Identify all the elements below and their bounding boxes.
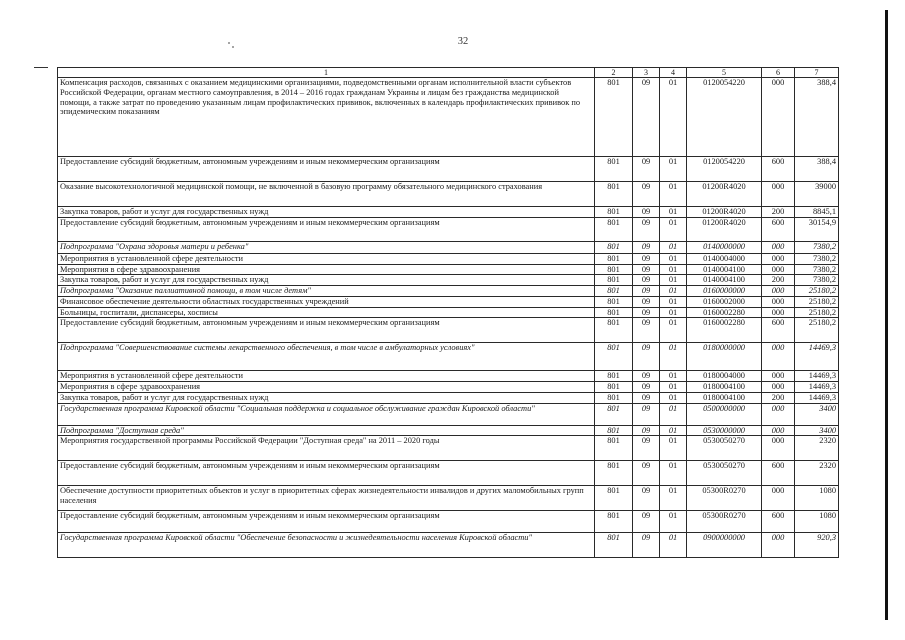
- line-item-name: Предоставление субсидий бюджетным, автономным учреждениям и иным некоммерческим организациям: [58, 157, 595, 182]
- expense-type-code: 600: [762, 318, 795, 343]
- section-code: 09: [633, 207, 660, 218]
- subsection-code: 01: [660, 425, 687, 436]
- table-row: [58, 182, 839, 207]
- expense-type-code: 000: [762, 403, 795, 425]
- target-article-code: 0180004100: [687, 392, 762, 403]
- line-item-name: Предоставление субсидий бюджетным, автономным учреждениям и иным некоммерческим организациям: [58, 461, 595, 486]
- ministry-code: 801: [595, 486, 633, 511]
- subsection-code: 01: [660, 307, 687, 318]
- ministry-code: 801: [595, 275, 633, 286]
- target-article-code: 01200R4020: [687, 182, 762, 207]
- ministry-code: 801: [595, 318, 633, 343]
- table-row: [58, 511, 839, 533]
- section-code: 09: [633, 403, 660, 425]
- table-row: [58, 207, 839, 218]
- expense-type-code: 200: [762, 275, 795, 286]
- section-code: 09: [633, 253, 660, 264]
- section-code: 09: [633, 157, 660, 182]
- amount-value: 2320: [795, 461, 839, 486]
- expense-type-code: 600: [762, 157, 795, 182]
- target-article-code: 0120054220: [687, 157, 762, 182]
- column-header: 3: [633, 68, 660, 78]
- section-code: 09: [633, 392, 660, 403]
- table-body: [58, 78, 839, 558]
- expense-type-code: 000: [762, 343, 795, 371]
- section-code: 09: [633, 264, 660, 275]
- amount-value: 1080: [795, 486, 839, 511]
- subsection-code: 01: [660, 486, 687, 511]
- section-code: 09: [633, 296, 660, 307]
- subsection-code: 01: [660, 296, 687, 307]
- expense-type-code: 600: [762, 217, 795, 241]
- ministry-code: 801: [595, 264, 633, 275]
- subsection-code: 01: [660, 182, 687, 207]
- column-number-row: [58, 68, 839, 78]
- subsection-code: 01: [660, 275, 687, 286]
- subsection-code: 01: [660, 207, 687, 218]
- target-article-code: 05300R0270: [687, 511, 762, 533]
- ministry-code: 801: [595, 461, 633, 486]
- subsection-code: 01: [660, 343, 687, 371]
- amount-value: 3400: [795, 403, 839, 425]
- subsection-code: 01: [660, 78, 687, 157]
- line-item-name: Предоставление субсидий бюджетным, автономным учреждениям и иным некоммерческим организациям: [58, 217, 595, 241]
- ministry-code: 801: [595, 533, 633, 558]
- section-code: 09: [633, 307, 660, 318]
- expense-type-code: 000: [762, 296, 795, 307]
- ministry-code: 801: [595, 296, 633, 307]
- amount-value: 14469,3: [795, 343, 839, 371]
- amount-value: 1080: [795, 511, 839, 533]
- line-item-name: Подпрограмма "Оказание паллиативной помощи, в том числе детям": [58, 286, 595, 297]
- section-code: 09: [633, 371, 660, 382]
- table-row: [58, 318, 839, 343]
- target-article-code: 0140000000: [687, 241, 762, 253]
- ministry-code: 801: [595, 182, 633, 207]
- section-code: 09: [633, 511, 660, 533]
- table-row: [58, 275, 839, 286]
- table-row: [58, 253, 839, 264]
- amount-value: 2320: [795, 436, 839, 461]
- section-code: 09: [633, 461, 660, 486]
- ministry-code: 801: [595, 511, 633, 533]
- expense-type-code: 000: [762, 286, 795, 297]
- expense-type-code: 600: [762, 511, 795, 533]
- line-item-name: Предоставление субсидий бюджетным, автономным учреждениям и иным некоммерческим организациям: [58, 511, 595, 533]
- expense-type-code: 600: [762, 461, 795, 486]
- subsection-code: 01: [660, 241, 687, 253]
- page-number: 32: [457, 36, 469, 47]
- expense-type-code: 200: [762, 207, 795, 218]
- expense-type-code: 000: [762, 182, 795, 207]
- line-item-name: Финансовое обеспечение деятельности областных государственных учреждений: [58, 296, 595, 307]
- amount-value: 25180,2: [795, 318, 839, 343]
- line-item-name: Подпрограмма "Охрана здоровья матери и ребенка": [58, 241, 595, 253]
- ministry-code: 801: [595, 371, 633, 382]
- table-row: [58, 425, 839, 436]
- line-item-name: Мероприятия в установленной сфере деятельности: [58, 253, 595, 264]
- amount-value: 7380,2: [795, 264, 839, 275]
- ministry-code: 801: [595, 207, 633, 218]
- table-row: [58, 371, 839, 382]
- subsection-code: 01: [660, 286, 687, 297]
- subsection-code: 01: [660, 436, 687, 461]
- table-row: [58, 286, 839, 297]
- subsection-code: 01: [660, 533, 687, 558]
- column-header: 1: [58, 68, 595, 78]
- amount-value: 14469,3: [795, 382, 839, 393]
- line-item-name: Закупка товаров, работ и услуг для государственных нужд: [58, 207, 595, 218]
- amount-value: 30154,9: [795, 217, 839, 241]
- amount-value: 14469,3: [795, 392, 839, 403]
- target-article-code: 01200R4020: [687, 207, 762, 218]
- target-article-code: 0530000000: [687, 425, 762, 436]
- amount-value: 14469,3: [795, 371, 839, 382]
- target-article-code: 0500000000: [687, 403, 762, 425]
- line-item-name: Мероприятия в сфере здравоохранения: [58, 382, 595, 393]
- subsection-code: 01: [660, 264, 687, 275]
- line-item-name: Закупка товаров, работ и услуг для государственных нужд: [58, 275, 595, 286]
- line-item-name: Закупка товаров, работ и услуг для государственных нужд: [58, 392, 595, 403]
- table-row: [58, 392, 839, 403]
- subsection-code: 01: [660, 461, 687, 486]
- target-article-code: 0180000000: [687, 343, 762, 371]
- table-row: [58, 78, 839, 157]
- line-item-name: Мероприятия государственной программы Российской Федерации "Доступная среда" на 2011 – 2020 годы: [58, 436, 595, 461]
- target-article-code: 0160000000: [687, 286, 762, 297]
- section-code: 09: [633, 318, 660, 343]
- amount-value: 39000: [795, 182, 839, 207]
- table-row: [58, 382, 839, 393]
- ministry-code: 801: [595, 78, 633, 157]
- subsection-code: 01: [660, 382, 687, 393]
- subsection-code: 01: [660, 253, 687, 264]
- column-header: 7: [795, 68, 839, 78]
- ministry-code: 801: [595, 425, 633, 436]
- amount-value: 920,3: [795, 533, 839, 558]
- expense-type-code: 000: [762, 371, 795, 382]
- ministry-code: 801: [595, 392, 633, 403]
- table-row: [58, 486, 839, 511]
- target-article-code: 0530050270: [687, 436, 762, 461]
- subsection-code: 01: [660, 157, 687, 182]
- line-item-name: Оказание высокотехнологичной медицинской помощи, не включенной в базовую программу обязательного медицинского страхования: [58, 182, 595, 207]
- line-item-name: Обеспечение доступности приоритетных объектов и услуг в приоритетных сферах жизнедеятельности инвалидов и других маломобильных групп населения: [58, 486, 595, 511]
- amount-value: 3400: [795, 425, 839, 436]
- ministry-code: 801: [595, 382, 633, 393]
- line-item-name: Предоставление субсидий бюджетным, автономным учреждениям и иным некоммерческим организациям: [58, 318, 595, 343]
- ministry-code: 801: [595, 241, 633, 253]
- amount-value: 8845,1: [795, 207, 839, 218]
- expense-type-code: 000: [762, 78, 795, 157]
- expense-type-code: 000: [762, 436, 795, 461]
- ministry-code: 801: [595, 286, 633, 297]
- ministry-code: 801: [595, 157, 633, 182]
- expense-type-code: 200: [762, 392, 795, 403]
- target-article-code: 01200R4020: [687, 217, 762, 241]
- section-code: 09: [633, 343, 660, 371]
- amount-value: 388,4: [795, 157, 839, 182]
- table-row: [58, 533, 839, 558]
- expense-type-code: 000: [762, 307, 795, 318]
- amount-value: 25180,2: [795, 307, 839, 318]
- subsection-code: 01: [660, 318, 687, 343]
- scan-speck: [232, 46, 234, 48]
- table-row: [58, 461, 839, 486]
- section-code: 09: [633, 78, 660, 157]
- amount-value: 25180,2: [795, 296, 839, 307]
- section-code: 09: [633, 182, 660, 207]
- section-code: 09: [633, 217, 660, 241]
- expense-type-code: 000: [762, 253, 795, 264]
- target-article-code: 0160002280: [687, 318, 762, 343]
- target-article-code: 0140004100: [687, 275, 762, 286]
- section-code: 09: [633, 241, 660, 253]
- amount-value: 7380,2: [795, 241, 839, 253]
- table-row: [58, 296, 839, 307]
- subsection-code: 01: [660, 511, 687, 533]
- column-header: 6: [762, 68, 795, 78]
- line-item-name: Государственная программа Кировской области "Социальная поддержка и социальное обслуживание граждан Кировской области": [58, 403, 595, 425]
- budget-table: [57, 67, 839, 558]
- amount-value: 25180,2: [795, 286, 839, 297]
- target-article-code: 0160002280: [687, 307, 762, 318]
- scan-speck: [228, 42, 230, 44]
- subsection-code: 01: [660, 217, 687, 241]
- table-row: [58, 436, 839, 461]
- subsection-code: 01: [660, 371, 687, 382]
- ministry-code: 801: [595, 307, 633, 318]
- expense-type-code: 000: [762, 264, 795, 275]
- table-row: [58, 343, 839, 371]
- expense-type-code: 000: [762, 533, 795, 558]
- target-article-code: 0530050270: [687, 461, 762, 486]
- section-code: 09: [633, 286, 660, 297]
- target-article-code: 0140004000: [687, 253, 762, 264]
- expense-type-code: 000: [762, 486, 795, 511]
- ministry-code: 801: [595, 253, 633, 264]
- page-edge-line: [885, 10, 888, 620]
- line-item-name: Компенсация расходов, связанных с оказанием медицинскими организациями, подведомственными органам исполнительной власти субъектов Российской Федерации, органам местного самоуправления, в 2014 – 2016 годах гражданам Украины и лицам без гражданства медицинской помощи, а также затрат по проведению указанным лицам профилактических прививок, включенных в календарь профилактических прививок по эпидемическим показаниям: [58, 78, 595, 157]
- section-code: 09: [633, 382, 660, 393]
- line-item-name: Подпрограмма "Совершенствование системы лекарственного обеспечения, в том числе в амбулаторных условиях": [58, 343, 595, 371]
- target-article-code: 0140004100: [687, 264, 762, 275]
- table-row: [58, 264, 839, 275]
- line-item-name: Больницы, госпитали, диспансеры, хосписы: [58, 307, 595, 318]
- section-code: 09: [633, 533, 660, 558]
- target-article-code: 0180004100: [687, 382, 762, 393]
- table-row: [58, 403, 839, 425]
- table-row: [58, 157, 839, 182]
- section-code: 09: [633, 486, 660, 511]
- target-article-code: 0160002000: [687, 296, 762, 307]
- table-row: [58, 241, 839, 253]
- amount-value: 388,4: [795, 78, 839, 157]
- ministry-code: 801: [595, 403, 633, 425]
- margin-mark: [34, 67, 48, 68]
- ministry-code: 801: [595, 436, 633, 461]
- line-item-name: Мероприятия в установленной сфере деятельности: [58, 371, 595, 382]
- subsection-code: 01: [660, 392, 687, 403]
- section-code: 09: [633, 436, 660, 461]
- column-header: 5: [687, 68, 762, 78]
- table-row: [58, 307, 839, 318]
- section-code: 09: [633, 275, 660, 286]
- line-item-name: Мероприятия в сфере здравоохранения: [58, 264, 595, 275]
- column-header: 4: [660, 68, 687, 78]
- amount-value: 7380,2: [795, 275, 839, 286]
- column-header: 2: [595, 68, 633, 78]
- target-article-code: 05300R0270: [687, 486, 762, 511]
- line-item-name: Подпрограмма "Доступная среда": [58, 425, 595, 436]
- expense-type-code: 000: [762, 382, 795, 393]
- expense-type-code: 000: [762, 241, 795, 253]
- expense-type-code: 000: [762, 425, 795, 436]
- target-article-code: 0900000000: [687, 533, 762, 558]
- ministry-code: 801: [595, 217, 633, 241]
- target-article-code: 0180004000: [687, 371, 762, 382]
- amount-value: 7380,2: [795, 253, 839, 264]
- subsection-code: 01: [660, 403, 687, 425]
- line-item-name: Государственная программа Кировской области "Обеспечение безопасности и жизнедеятельности населения Кировской области": [58, 533, 595, 558]
- section-code: 09: [633, 425, 660, 436]
- target-article-code: 0120054220: [687, 78, 762, 157]
- ministry-code: 801: [595, 343, 633, 371]
- table-row: [58, 217, 839, 241]
